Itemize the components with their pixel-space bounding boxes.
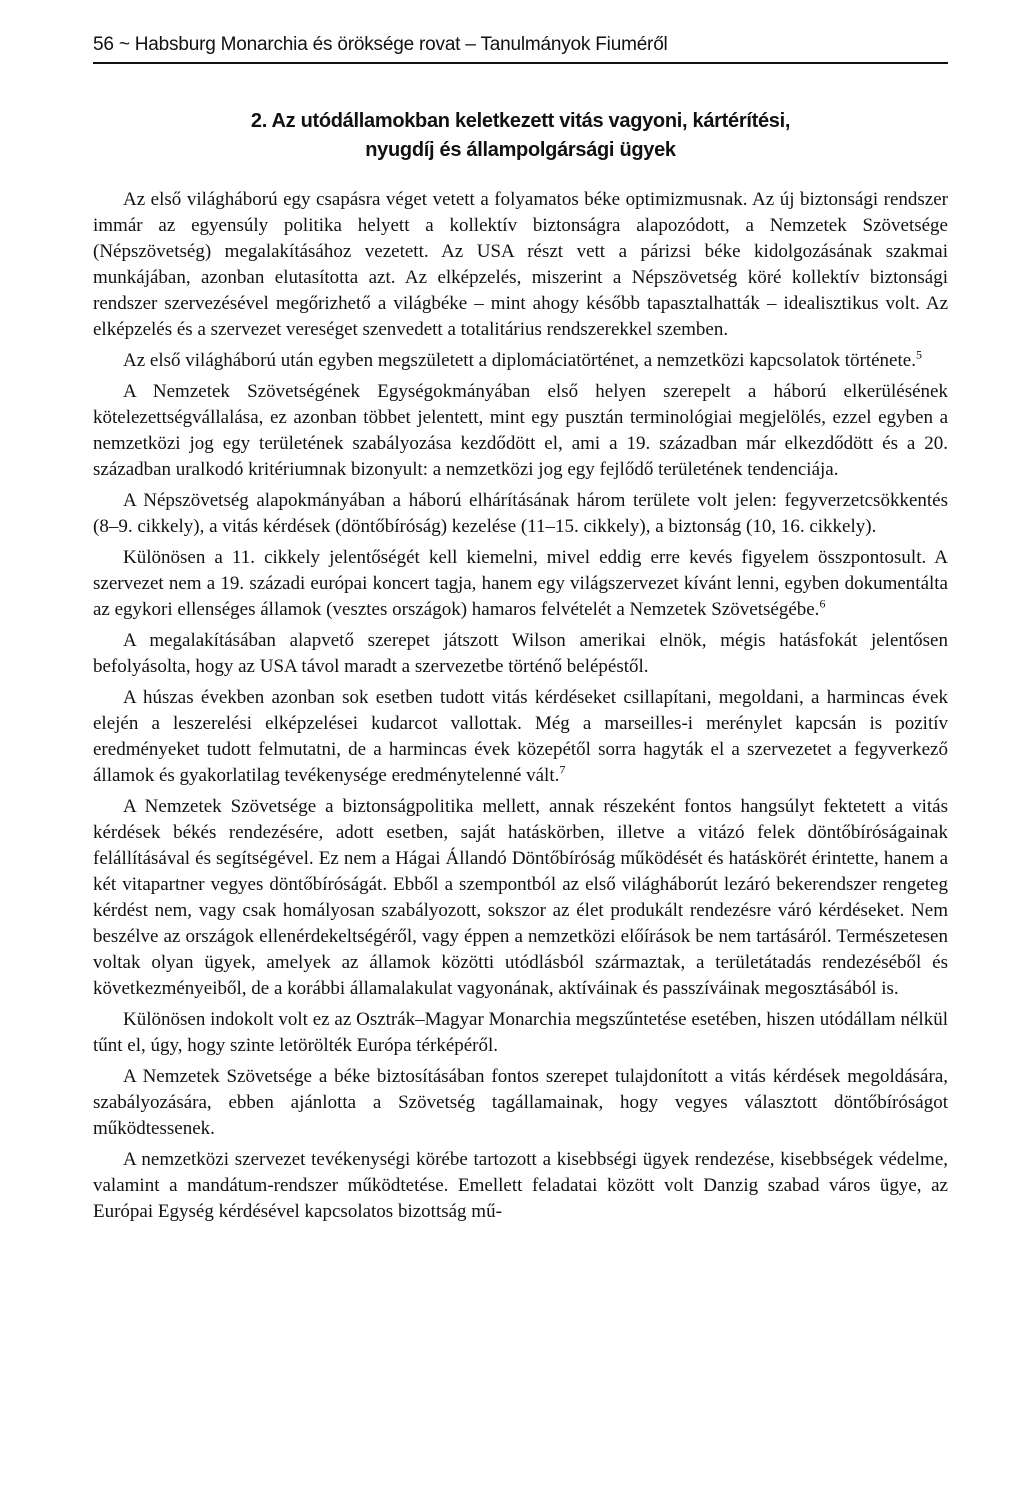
paragraph-4	[93, 488, 948, 540]
paragraph-10-text: A Nemzetek Szövetsége a béke biztosításában fontos szerepet tulajdonított a vitás kérdések megoldására, szabályozására, ebben ajánlotta a Szövetség tagállamainak, hogy vegyes választott döntőbíróságot működtessenek.	[93, 1066, 948, 1139]
running-header: 56 ~ Habsburg Monarchia és öröksége rovat – Tanulmányok Fiuméről	[93, 30, 948, 64]
paragraph-9	[93, 1007, 948, 1059]
chapter-title	[93, 107, 948, 165]
chapter-title-line-2: nyugdíj és állampolgársági ügyek	[365, 139, 676, 161]
paragraph-8	[93, 794, 948, 1002]
paragraph-7	[93, 685, 948, 789]
paragraph-5-text: Különösen a 11. cikkely jelentőségét kell kiemelni, mivel eddig erre kevés figyelem összpontosult. A szervezet nem a 19. századi európai koncert tagja, hanem egy világszervezet kívánt lenni, egyben dokumentálta az egykori ellenséges államok (vesztes országok) hamaros felvételét a Nemzetek Szövetségébe.	[93, 547, 948, 620]
paragraph-2-text: Az első világháború után egyben megszületett a diplomáciatörténet, a nemzetközi kapcsolatok története.	[123, 350, 916, 371]
paragraph-3-text: A Nemzetek Szövetségének Egységokmányában első helyen szerepelt a háború elkerülésének kötelezettségvállalása, ez azonban többet jelentett, mint egy pusztán terminológiai megjelölés, ezzel egyben a nemzetközi jog egy területének szabályozása kezdődött el, ami a 19. században már elkezdődött és a 20. században uralkodó kritériumnak bizonyult: a nemzetközi jog egy fejlődő területének tendenciája.	[93, 381, 948, 480]
paragraph-8-text: A Nemzetek Szövetsége a biztonságpolitika mellett, annak részeként fontos hangsúlyt fektetett a vitás kérdések békés rendezésére, adott esetben, saját hatáskörben, illetve a vitázó felek döntőbíróságainak felállításával és segítségével. Ez nem a Hágai Állandó Döntőbíróság működését és hatáskörét érintette, hanem a két vitapartner vegyes döntőbíróságát. Ebből a szempontból az első világháborút lezáró bekerendszer rengeteg kérdést nem, vagy csak homályosan szabályozott, sokszor az élet produkált rendezésre váró kérdéseket. Nem beszélve az országok ellenérdekeltségéről, vagy éppen a nemzetközi előírások be nem tartásáról. Természetesen voltak olyan ügyek, amelyek az államok közötti utódlásból származtak, a területátadás rendezéséből és következményeiből, de a korábbi államalakulat vagyonának, aktíváinak és passzíváinak megosztásából is.	[93, 796, 948, 999]
paragraph-11	[93, 1147, 948, 1225]
paragraph-7-text: A húszas években azonban sok esetben tudott vitás kérdéseket csillapítani, megoldani, a harmincas évek elején a leszerelési elképzelései kudarcot vallottak. Még a marseilles-i merénylet kapcsán is pozitív eredményeket tudott felmutatni, de a harmincas évek közepétől sorra hagyták el a szervezetet a fegyverkező államok és gyakorlatilag tevékenysége eredménytelenné vált.	[93, 687, 948, 786]
paragraph-1	[93, 187, 948, 343]
paragraph-6-text: A megalakításában alapvető szerepet játszott Wilson amerikai elnök, mégis hatásfokát jelentősen befolyásolta, hogy az USA távol maradt a szervezetbe történő belépéstől.	[93, 630, 948, 677]
body-text	[93, 187, 948, 1225]
footnote-marker-7[interactable]: 7	[559, 762, 566, 777]
paragraph-1-text: Az első világháború egy csapásra véget vetett a folyamatos béke optimizmusnak. Az új biztonsági rendszer immár az egyensúly politika helyett a kollektív biztonságra alapozódott, a Nemzetek Szövetsége (Népszövetség) megalakításához vezetett. Az USA részt vett a párizsi béke kidolgozásának szakmai munkájában, azonban elutasította azt. Az elképzelés, miszerint a Népszövetség köré kollektív biztonsági rendszer szervezésével megőrizhető a világbéke – mint ahogy később tapasztalhatták – idealisztikus volt. Az elképzelés és a szervezet vereséget szenvedett a totalitárius rendszerekkel szemben.	[93, 189, 948, 340]
paragraph-10	[93, 1064, 948, 1142]
paragraph-2	[93, 348, 948, 374]
paragraph-9-text: Különösen indokolt volt ez az Osztrák–Magyar Monarchia megszűntetése esetében, hiszen utódállam nélkül tűnt el, úgy, hogy szinte letörölték Európa térképéről.	[93, 1009, 948, 1056]
paragraph-3	[93, 379, 948, 483]
paragraph-4-text: A Népszövetség alapokmányában a háború elhárításának három területe volt jelen: fegyverzetcsökkentés (8–9. cikkely), a vitás kérdések (döntőbíróság) kezelése (11–15. cikkely), a biztonság (10, 16. cikkely).	[93, 490, 948, 537]
paragraph-11-text: A nemzetközi szervezet tevékenységi körébe tartozott a kisebbségi ügyek rendezése, kisebbségek védelme, valamint a mandátum-rendszer működtetése. Emellett feladatai között volt Danzig szabad város ügye, az Európai Egység kérdésével kapcsolatos bizottság mű-	[93, 1149, 948, 1222]
footnote-marker-6[interactable]: 6	[819, 596, 826, 611]
chapter-title-line-1: 2. Az utódállamokban keletkezett vitás vagyoni, kártérítési,	[250, 110, 791, 132]
footnote-marker-5[interactable]: 5	[915, 347, 922, 362]
paragraph-5	[93, 545, 948, 623]
paragraph-6	[93, 628, 948, 680]
document-page	[93, 30, 948, 1230]
